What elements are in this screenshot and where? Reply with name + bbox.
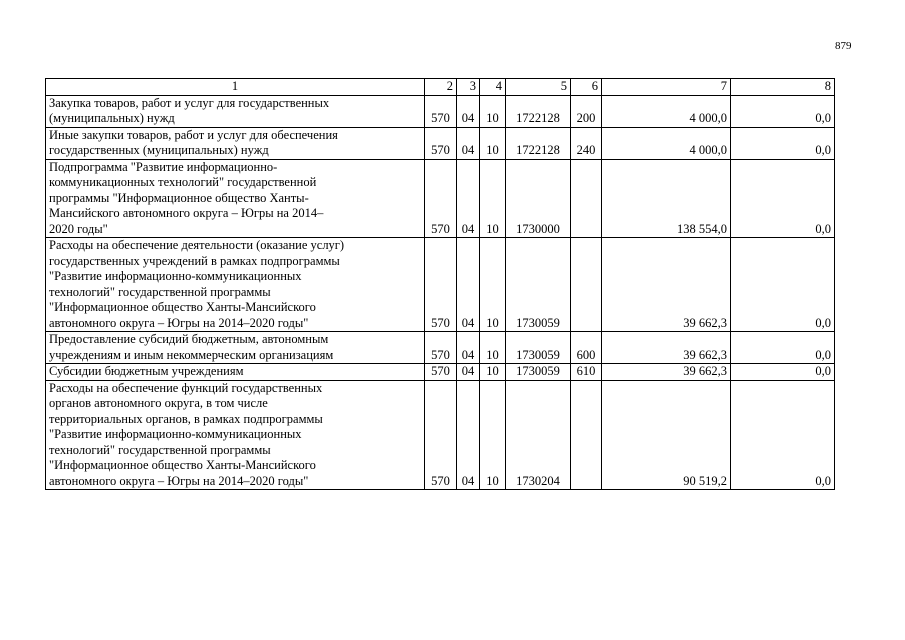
row-name: Субсидии бюджетным учреждениям xyxy=(46,364,425,381)
header-col-1: 1 xyxy=(46,79,425,96)
row-col-4: 10 xyxy=(480,127,506,159)
row-col-2: 570 xyxy=(425,95,457,127)
row-col-2: 570 xyxy=(425,332,457,364)
row-col-6: 240 xyxy=(571,127,602,159)
row-col-3: 04 xyxy=(457,159,480,238)
row-col-8: 0,0 xyxy=(731,159,835,238)
row-col-4: 10 xyxy=(480,364,506,381)
row-col-7: 39 662,3 xyxy=(602,364,731,381)
row-col-7: 4 000,0 xyxy=(602,127,731,159)
row-col-5: 1730059 xyxy=(506,238,571,332)
row-name: Расходы на обеспечение деятельности (оказание услуг) государственных учреждений в рамках подпрограммы "Развитие информационно-коммуникационных технологий" государственной программы "Информационное общество Ханты-Мансийского автономного округа – Югры на 2014–2020 годы" xyxy=(46,238,425,332)
table-row xyxy=(46,127,835,159)
row-col-6: 200 xyxy=(571,95,602,127)
row-name: Предоставление субсидий бюджетным, автономным учреждениям и иным некоммерческим организациям xyxy=(46,332,425,364)
row-col-5: 1730059 xyxy=(506,332,571,364)
page-number: 879 xyxy=(835,40,852,52)
row-name: Иные закупки товаров, работ и услуг для обеспечения государственных (муниципальных) нужд xyxy=(46,127,425,159)
row-col-5: 1730059 xyxy=(506,364,571,381)
row-col-4: 10 xyxy=(480,332,506,364)
row-col-3: 04 xyxy=(457,364,480,381)
row-col-5: 1722128 xyxy=(506,127,571,159)
row-col-2: 570 xyxy=(425,364,457,381)
row-col-8: 0,0 xyxy=(731,127,835,159)
row-col-6 xyxy=(571,238,602,332)
row-col-7: 90 519,2 xyxy=(602,380,731,490)
row-col-7: 39 662,3 xyxy=(602,238,731,332)
row-col-4: 10 xyxy=(480,95,506,127)
row-col-4: 10 xyxy=(480,159,506,238)
row-col-7: 138 554,0 xyxy=(602,159,731,238)
header-col-3: 3 xyxy=(457,79,480,96)
row-col-8: 0,0 xyxy=(731,380,835,490)
row-col-3: 04 xyxy=(457,127,480,159)
header-col-6: 6 xyxy=(571,79,602,96)
row-col-6: 610 xyxy=(571,364,602,381)
budget-table xyxy=(45,78,835,490)
row-col-2: 570 xyxy=(425,127,457,159)
row-col-8: 0,0 xyxy=(731,364,835,381)
row-col-4: 10 xyxy=(480,238,506,332)
row-col-6 xyxy=(571,159,602,238)
header-col-4: 4 xyxy=(480,79,506,96)
table-row xyxy=(46,95,835,127)
table-row xyxy=(46,380,835,490)
row-name: Закупка товаров, работ и услуг для государственных (муниципальных) нужд xyxy=(46,95,425,127)
row-col-8: 0,0 xyxy=(731,95,835,127)
row-col-4: 10 xyxy=(480,380,506,490)
row-col-2: 570 xyxy=(425,380,457,490)
row-col-3: 04 xyxy=(457,380,480,490)
table-row xyxy=(46,159,835,238)
row-col-8: 0,0 xyxy=(731,238,835,332)
row-col-2: 570 xyxy=(425,238,457,332)
row-name: Подпрограмма "Развитие информационно- коммуникационных технологий" государственной программы "Информационное общество Ханты- Мансийского автономного округа – Югры на 2014– 2020 годы" xyxy=(46,159,425,238)
header-col-5: 5 xyxy=(506,79,571,96)
row-col-5: 1722128 xyxy=(506,95,571,127)
row-col-5: 1730204 xyxy=(506,380,571,490)
row-col-3: 04 xyxy=(457,95,480,127)
row-name: Расходы на обеспечение функций государственных органов автономного округа, в том числе территориальных органов, в рамках подпрограммы "Развитие информационно-коммуникационных технологий" государственной программы "Информационное общество Ханты-Мансийского автономного округа – Югры на 2014–2020 годы" xyxy=(46,380,425,490)
row-col-6: 600 xyxy=(571,332,602,364)
table-row xyxy=(46,238,835,332)
header-col-7: 7 xyxy=(602,79,731,96)
row-col-2: 570 xyxy=(425,159,457,238)
header-col-2: 2 xyxy=(425,79,457,96)
row-col-6 xyxy=(571,380,602,490)
table-row xyxy=(46,364,835,381)
row-col-7: 4 000,0 xyxy=(602,95,731,127)
row-col-8: 0,0 xyxy=(731,332,835,364)
row-col-5: 1730000 xyxy=(506,159,571,238)
row-col-3: 04 xyxy=(457,238,480,332)
table-row xyxy=(46,332,835,364)
header-col-8: 8 xyxy=(731,79,835,96)
row-col-3: 04 xyxy=(457,332,480,364)
table-header-row xyxy=(46,79,835,96)
row-col-7: 39 662,3 xyxy=(602,332,731,364)
